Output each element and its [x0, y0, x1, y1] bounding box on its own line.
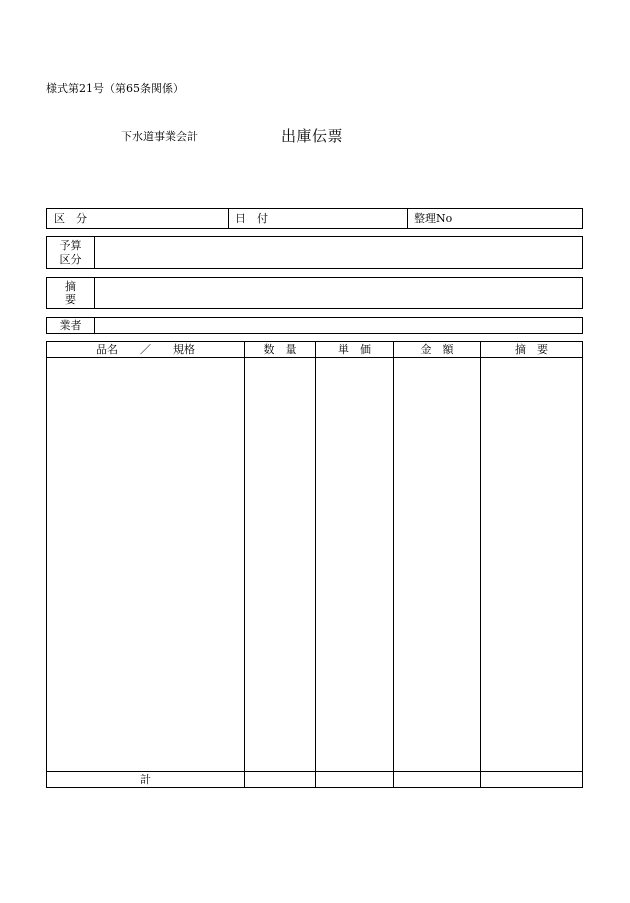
column-divider	[393, 342, 394, 787]
accounting-unit: 下水道事業会計	[121, 130, 198, 143]
category-label: 区 分	[54, 212, 87, 225]
column-header-amount: 金 額	[420, 343, 454, 356]
column-header-quantity: 数 量	[263, 343, 297, 356]
column-divider	[315, 342, 316, 787]
divider	[94, 318, 95, 333]
budget-category-row	[46, 236, 583, 269]
divider	[407, 209, 408, 228]
form-number: 様式第21号（第65条関係）	[46, 82, 184, 95]
column-divider	[480, 342, 481, 787]
divider	[228, 209, 229, 228]
budget-category-label-line1: 予算	[59, 239, 82, 252]
column-header-item-spec: 品名 ／ 規格	[96, 343, 195, 356]
budget-category-label-line2: 区分	[59, 253, 82, 266]
vendor-row	[46, 317, 583, 334]
column-divider	[244, 342, 245, 787]
ref-no-label: 整理No	[414, 212, 453, 225]
page-title: 出庫伝票	[281, 127, 344, 145]
total-label: 計	[140, 773, 151, 786]
column-header-unit-price: 単 価	[338, 343, 371, 356]
header-info-row	[46, 208, 583, 229]
items-table	[46, 341, 583, 788]
summary-label-line2: 要	[65, 293, 76, 306]
divider	[94, 278, 95, 308]
summary-row	[46, 277, 583, 309]
divider	[94, 237, 95, 268]
date-label: 日 付	[235, 212, 268, 225]
vendor-label: 業者	[59, 319, 82, 332]
summary-label-line1: 摘	[65, 280, 76, 293]
column-header-remarks: 摘 要	[515, 343, 548, 356]
